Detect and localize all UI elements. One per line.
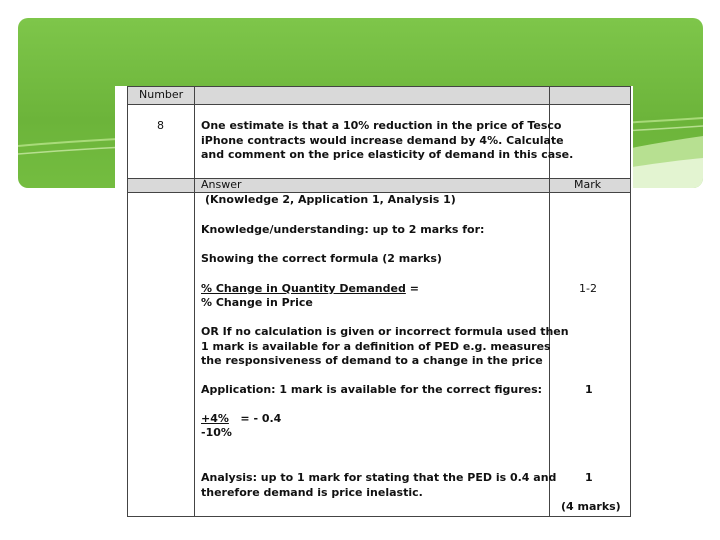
header-row [127, 86, 631, 104]
or-line: 1 mark is available for a definition of PED e.g. measures [201, 339, 551, 353]
calc-denominator: -10% [201, 426, 232, 439]
formula-denominator: % Change in Price [201, 296, 313, 309]
number-column-header: Number [139, 88, 184, 101]
question-line: One estimate is that a 10% reduction in the price of Tesco [201, 119, 562, 132]
mark-column-header: Mark [574, 178, 602, 191]
question-line: and comment on the price elasticity of demand in this case. [201, 148, 574, 161]
mark-application: 1 [585, 383, 593, 396]
knowledge-criterion: Knowledge/understanding: up to 2 marks for: [201, 223, 485, 236]
mark-total: (4 marks) [561, 500, 621, 513]
answer-column-header: Answer [201, 178, 242, 191]
or-line: the responsiveness of demand to a change in the price [201, 354, 543, 367]
skills-breakdown: (Knowledge 2, Application 1, Analysis 1) [205, 193, 456, 206]
formula-criterion: Showing the correct formula (2 marks) [201, 252, 442, 265]
or-line: OR If no calculation is given or incorrect formula used then [201, 325, 569, 338]
calc-numerator: +4% = - 0.4 [201, 412, 282, 425]
question-number: 8 [157, 119, 164, 132]
mark-knowledge: 1-2 [579, 282, 597, 295]
formula-numerator: % Change in Quantity Demanded = [201, 282, 419, 295]
question-line: iPhone contracts would increase demand by 4%. Calculate [201, 133, 564, 147]
mark-analysis: 1 [585, 471, 593, 484]
mark-scheme-document [115, 86, 633, 518]
analysis-line: Analysis: up to 1 mark for stating that the PED is 0.4 and [201, 471, 557, 484]
application-criterion: Application: 1 mark is available for the correct figures: [201, 383, 543, 396]
analysis-line: therefore demand is price inelastic. [201, 485, 423, 499]
